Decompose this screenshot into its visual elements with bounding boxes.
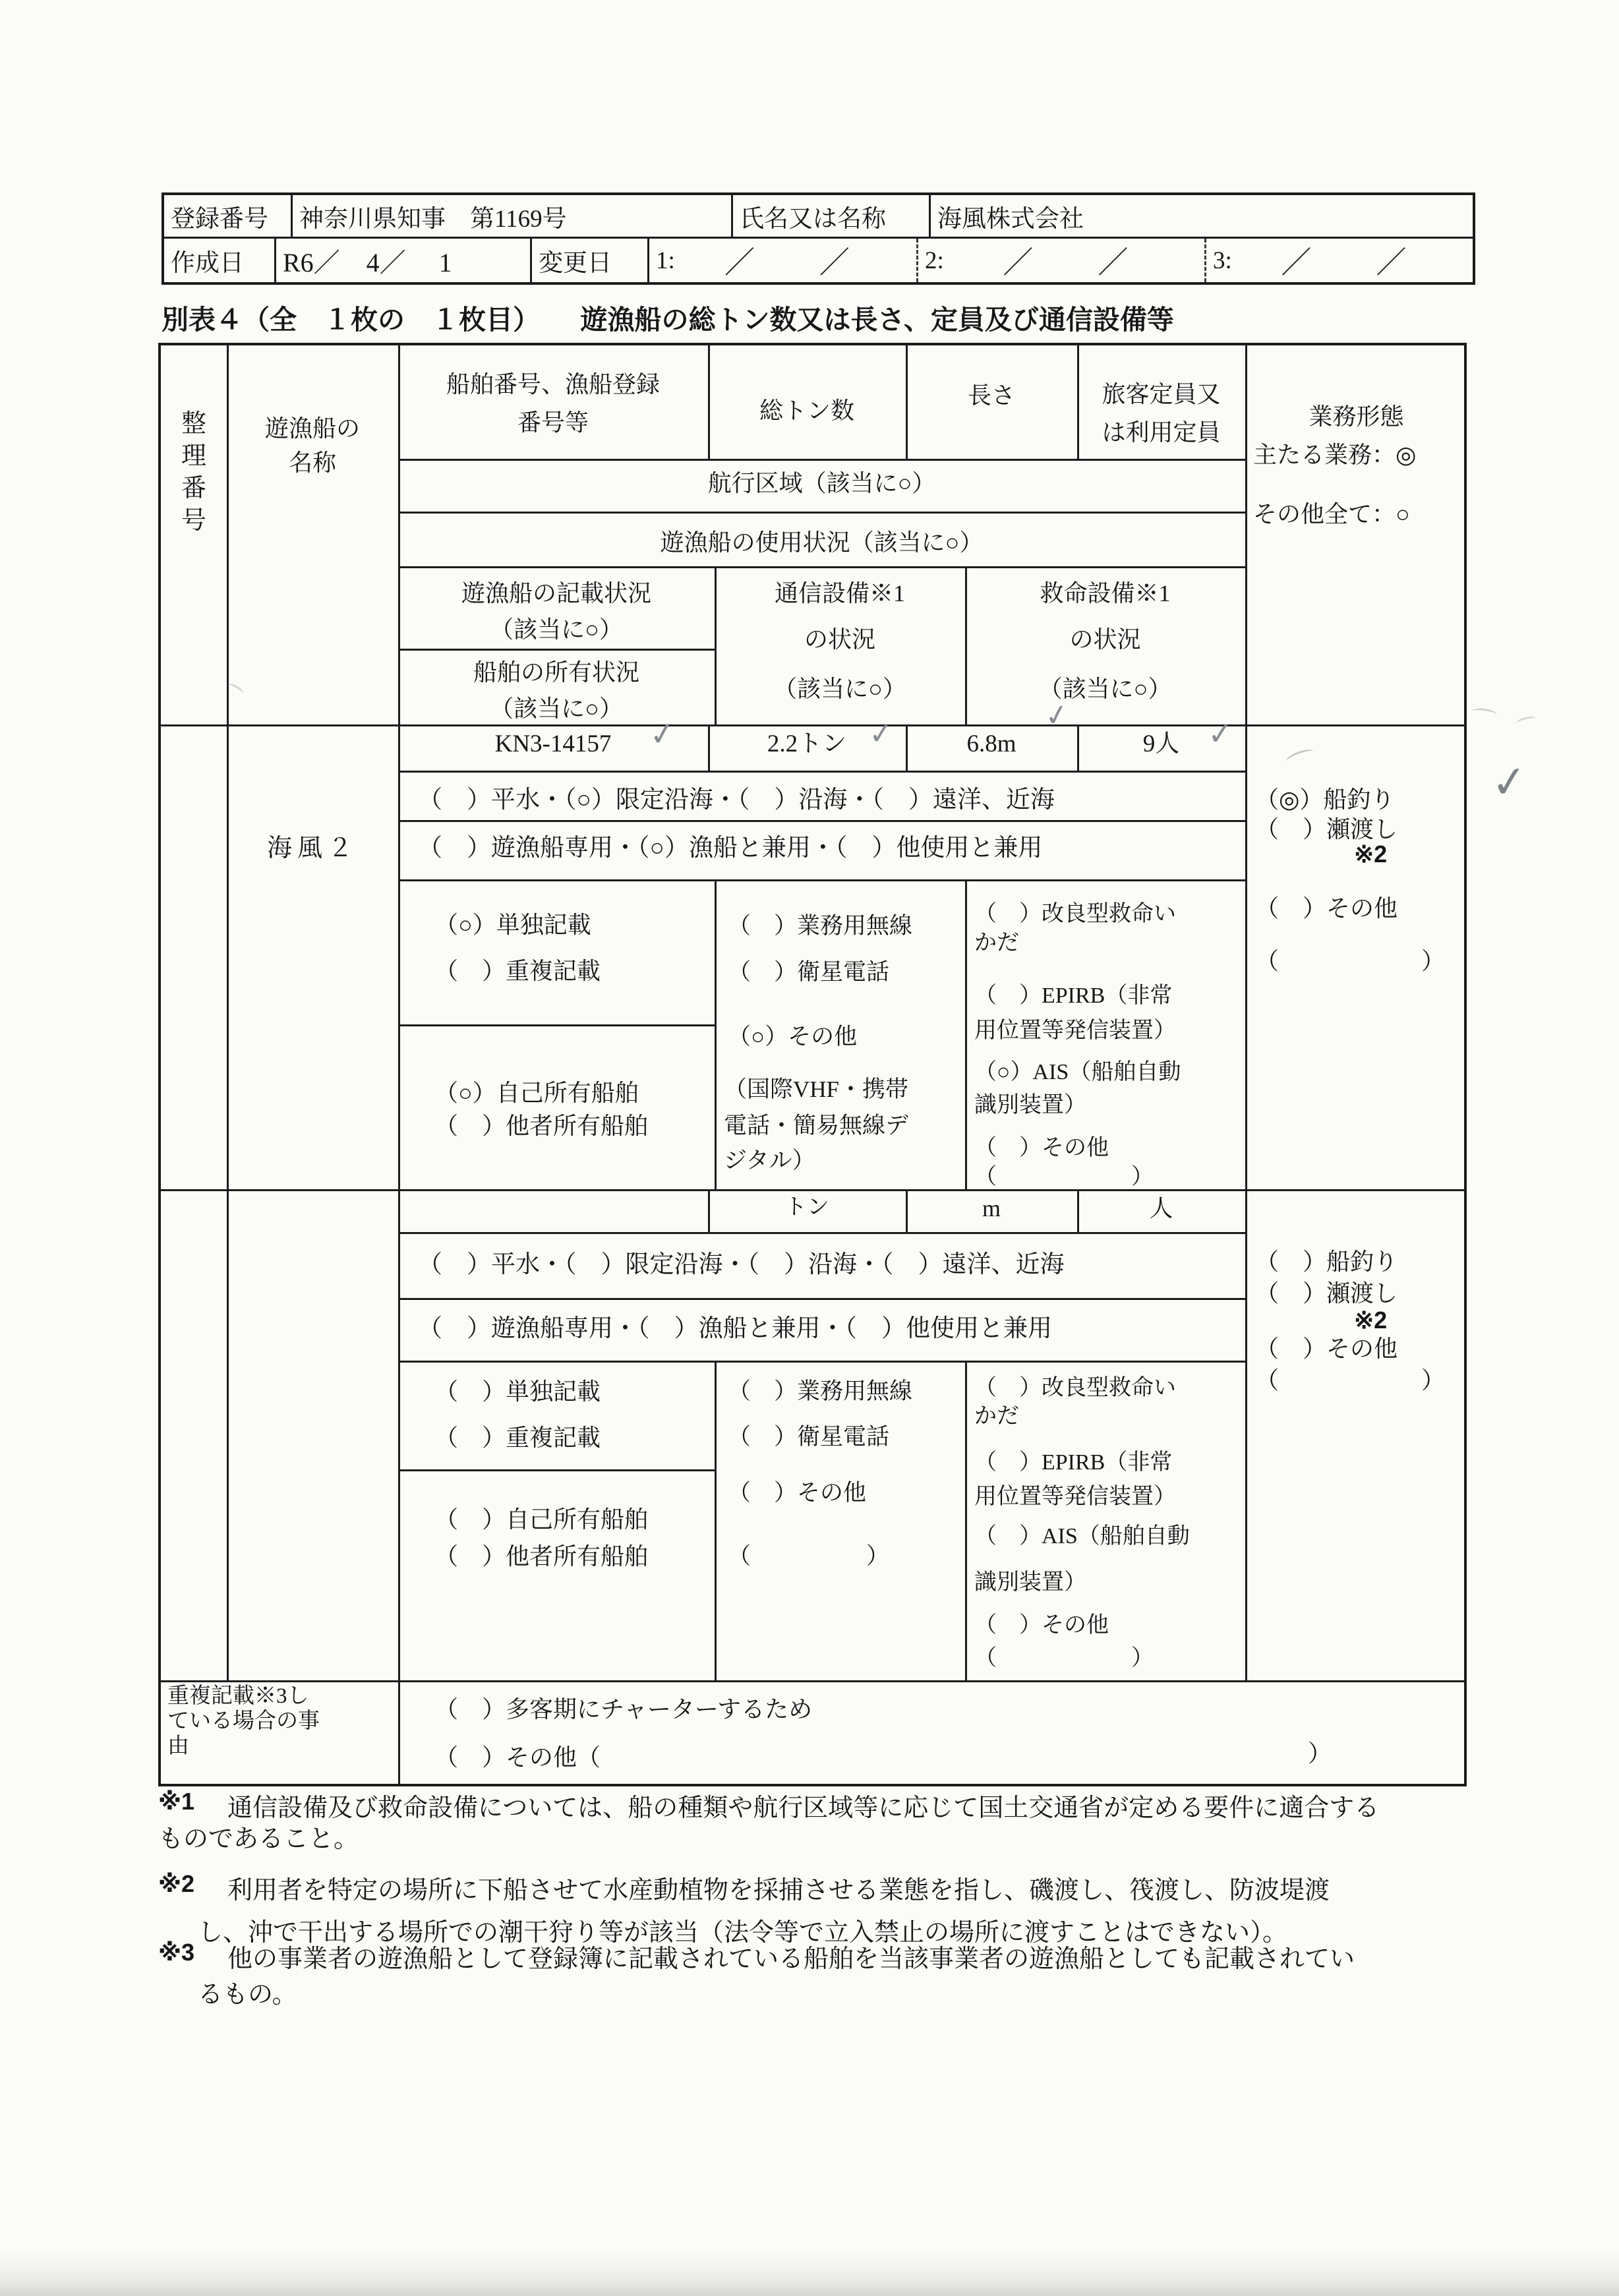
option-line: （ ）EPIRB（非常 (974, 984, 1173, 1008)
footnote3-text-line1: 他の事業者の遊漁船として登録簿に記載されている船舶を当該事業者の遊漁船としても記載されてい (227, 1945, 1355, 1973)
option-line: （ ） (1255, 948, 1446, 974)
boat1-usage-options: （ ）遊漁船専用・（○）漁船と兼用・（ ）他使用と兼用 (418, 835, 1043, 862)
header-business-type-title: 業務形態 (1309, 403, 1404, 430)
header-ownership-line: （該当に○） (490, 695, 623, 722)
option-line: （ ）衛星電話 (728, 1424, 890, 1450)
footnote2-reference: ※2 (1354, 840, 1388, 868)
footnote1-marker: ※1 (158, 1788, 195, 1815)
boat1-name: 海風２ (266, 835, 358, 862)
owner-name-label: 氏名又は名称 (733, 195, 931, 237)
boat2-capacity-unit: 人 (1149, 1195, 1173, 1222)
owner-name-value: 海風株式会社 (937, 205, 1084, 233)
grid-line-horizontal (398, 459, 1245, 461)
option-line: （ ）他者所有船舶 (434, 1543, 649, 1570)
grid-line-horizontal (398, 512, 1245, 514)
header-boat-name-line: 遊漁船の (264, 415, 360, 442)
option-line: （ ）改良型救命い (974, 902, 1176, 926)
header-seq-char: 号 (181, 507, 206, 535)
option-line: （ ）重複記載 (434, 1425, 601, 1451)
header-seq-char: 番 (181, 475, 206, 502)
boat2-nav-area-options: （ ）平水・（ ）限定沿海・（ ）沿海・（ ）遠洋、近海 (418, 1251, 1065, 1278)
grid-line-horizontal (398, 771, 1245, 773)
change-date-2-blank: ／ ／ (1003, 246, 1146, 280)
checkmark-capacity: ✓ (1206, 715, 1235, 753)
created-date-label: 作成日 (164, 239, 276, 282)
change-date-1-blank: ／ ／ (724, 246, 867, 280)
footnote2-reference: ※2 (1354, 1307, 1388, 1334)
reason-option-charter: （ ）多客期にチャーターするため (434, 1696, 813, 1722)
option-line: （ ）AIS（船舶自動 (974, 1524, 1190, 1548)
change-date-2-index: 2: (925, 247, 944, 274)
registry-row-2 (164, 239, 1473, 282)
reason-header-line: 由 (167, 1734, 189, 1758)
grid-line-horizontal (398, 1232, 1245, 1234)
option-line: （○）AIS（船舶自動 (974, 1060, 1181, 1084)
option-line: （国際VHF・携帯 (724, 1076, 909, 1102)
footnote2-marker: ※2 (158, 1870, 195, 1897)
checkmark-margin: ✓ (1488, 755, 1531, 809)
option-line: ジタル） (724, 1148, 815, 1173)
option-line: （ ）業務用無線 (728, 913, 913, 939)
footnote1-text-line2: ものであること。 (158, 1825, 359, 1853)
boat1-ship-number: KN3-14157 (494, 730, 612, 757)
reason-option-other-close-paren: ） (1308, 1740, 1332, 1767)
option-line: （ ）業務用無線 (728, 1378, 913, 1404)
grid-line-vertical (227, 345, 229, 1680)
option-line: （ ）その他 (1255, 1336, 1398, 1362)
grid-line-vertical (1245, 345, 1247, 1680)
header-boat-name (227, 411, 398, 480)
option-line: （ ）瀬渡し (1255, 1280, 1398, 1307)
grid-line-horizontal (161, 724, 1464, 726)
grid-line-horizontal (398, 1469, 715, 1471)
checkmark-tonnage: ✓ (867, 716, 895, 752)
header-length: 長さ (967, 382, 1015, 409)
option-line: （○）自己所有船舶 (434, 1080, 639, 1106)
reason-header-line: ている場合の事 (167, 1709, 320, 1733)
change-date-3 (1206, 239, 1473, 282)
option-line: （◎）船釣り (1255, 786, 1395, 813)
boat2-length-unit: m (982, 1195, 1001, 1222)
grid-line-horizontal (398, 566, 1245, 568)
reason-row-header (167, 1684, 395, 1759)
boat1-nav-area-options: （ ）平水・（○）限定沿海・（ ）沿海・（ ）遠洋、近海 (418, 786, 1055, 813)
option-line: （ ）その他 (974, 1136, 1109, 1160)
header-comm-line: （該当に○） (773, 676, 906, 702)
option-line: （ ）他者所有船舶 (434, 1113, 649, 1139)
header-lifesaving-line: （該当に○） (1038, 676, 1172, 702)
change-date-1-index: 1: (656, 247, 675, 274)
pencil-smudge (1516, 715, 1537, 727)
change-date-1 (649, 239, 918, 282)
grid-line-horizontal (398, 1024, 715, 1026)
grid-line-horizontal (398, 1298, 1245, 1300)
registration-number-value: 神奈川県知事 第1169号 (293, 195, 733, 237)
header-seq-char: 理 (181, 442, 206, 470)
option-line: 用位置等発信装置） (974, 1485, 1176, 1509)
header-record-status-line: （該当に○） (490, 616, 623, 643)
boat2-tonnage-unit: トン (784, 1195, 829, 1220)
header-capacity (1077, 375, 1245, 452)
header-boat-name-line: 名称 (288, 450, 336, 476)
option-line: かだ (974, 1404, 1019, 1428)
option-line: （○）単独記載 (434, 912, 591, 938)
reason-option-other: （ ）その他（ (434, 1744, 601, 1771)
change-date-3-blank: ／ ／ (1281, 246, 1424, 280)
option-line: （ ） (1255, 1367, 1446, 1394)
boat1-tonnage: 2.2トン (767, 730, 847, 757)
form-title: 別表４（全 １枚の １枚目） 遊漁船の総トン数又は長さ、定員及び通信設備等 (162, 305, 1174, 335)
registration-number-label: 登録番号 (164, 195, 293, 237)
footnote1-text-line1: 通信設備及び救命設備については、船の種類や航行区域等に応じて国土交通省が定める要件に適合する (227, 1794, 1380, 1822)
option-line: （ ） (728, 1543, 890, 1569)
header-ship-number (398, 365, 708, 442)
change-date-3-index: 3: (1213, 247, 1232, 274)
checkmark-length: ✓ (1042, 697, 1073, 734)
option-line: 電話・簡易無線デ (724, 1113, 909, 1138)
header-comm-line: 通信設備※1 (774, 580, 905, 606)
scan-edge-shadow (0, 2250, 1619, 2296)
option-line: （ ） (974, 1165, 1154, 1189)
grid-line-horizontal (398, 879, 1245, 881)
header-capacity-line: 旅客定員又 (1102, 381, 1221, 407)
header-seq-char: 整 (181, 410, 206, 438)
header-business-other-legend: その他全て：○ (1253, 501, 1410, 527)
option-line: （ ）重複記載 (434, 958, 601, 984)
header-ownership-line: 船舶の所有状況 (473, 659, 639, 686)
change-date-label: 変更日 (532, 239, 649, 282)
option-line: かだ (974, 931, 1019, 955)
header-ship-number-line: 番号等 (517, 409, 589, 436)
boat2-usage-options: （ ）遊漁船専用・（ ）漁船と兼用・（ ）他使用と兼用 (418, 1315, 1052, 1342)
option-line: （ ） (974, 1646, 1154, 1670)
footnote3-marker: ※3 (158, 1939, 195, 1966)
option-line: 識別装置） (974, 1570, 1086, 1595)
option-line: （ ）自己所有船舶 (434, 1506, 649, 1533)
grid-line-horizontal (398, 820, 1245, 822)
option-line: （ ）単独記載 (434, 1378, 601, 1405)
option-line: （ ）その他 (728, 1480, 867, 1506)
header-business-type (1245, 398, 1467, 543)
header-lifesaving-line: の状況 (1069, 626, 1141, 653)
grid-line-horizontal (398, 649, 715, 651)
boat1-capacity: 9人 (1142, 730, 1180, 757)
reason-header-line: 重複記載※3し (167, 1684, 309, 1708)
header-record-status-line: 遊漁船の記載状況 (461, 580, 651, 606)
option-line: 識別装置） (974, 1093, 1086, 1117)
footnote3-text-line2: るもの。 (198, 1981, 297, 2009)
registry-table (162, 192, 1475, 285)
grid-line-vertical (715, 1361, 717, 1680)
option-line: （ ）船釣り (1255, 1249, 1398, 1275)
boat1-length: 6.8m (966, 730, 1016, 757)
option-line: （ ）衛星電話 (728, 959, 890, 985)
header-comm-line: の状況 (804, 626, 875, 653)
registry-row-1 (164, 195, 1473, 239)
option-line: 用位置等発信装置） (974, 1018, 1176, 1043)
header-lifesaving-line: 救命設備※1 (1040, 580, 1171, 606)
grid-line-horizontal (398, 1361, 1245, 1363)
header-tonnage: 総トン数 (759, 397, 854, 424)
option-line: （ ）その他 (974, 1613, 1109, 1637)
change-date-2 (918, 239, 1206, 282)
option-line: （ ）EPIRB（非常 (974, 1450, 1173, 1475)
option-line: （ ）改良型救命い (974, 1376, 1176, 1400)
header-nav-area: 航行区域（該当に○） (707, 470, 936, 496)
main-table (158, 343, 1467, 1786)
created-date-value: R6／ 4／ 1 (276, 239, 532, 282)
footnote2-text-line1: 利用者を特定の場所に下船させて水産動植物を採捕させる業態を指し、磯渡し、筏渡し、防波堤渡 (227, 1877, 1330, 1904)
option-line: （○）その他 (728, 1024, 858, 1049)
grid-line-horizontal (161, 1189, 1464, 1191)
checkmark-ship-number: ✓ (647, 714, 678, 755)
pencil-smudge (1471, 707, 1497, 719)
grid-line-horizontal (161, 1680, 1464, 1682)
header-capacity-line: は利用定員 (1102, 419, 1221, 446)
header-seq-number (161, 408, 227, 537)
option-line: （ ）その他 (1255, 895, 1398, 922)
header-business-main-legend: 主たる業務：◎ (1253, 442, 1417, 468)
option-line: （ ）瀬渡し (1255, 816, 1398, 842)
header-usage: 遊漁船の使用状況（該当に○） (660, 529, 984, 556)
footnote2-text-line2: し、沖で干出する場所での潮干狩り等が該当（法令等で立入禁止の場所に渡すことはできない）。 (198, 1919, 1288, 1947)
header-ship-number-line: 船舶番号、漁船登録 (446, 371, 660, 397)
